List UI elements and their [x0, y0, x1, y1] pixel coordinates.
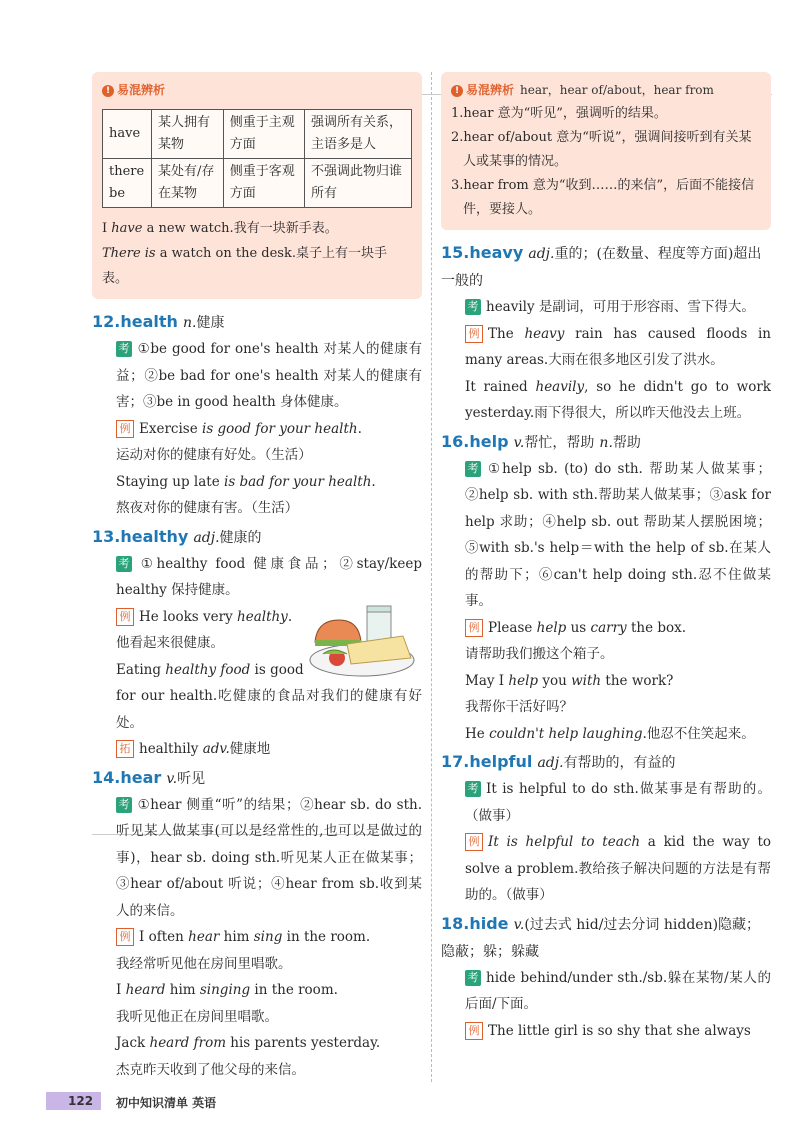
entry-heavy	[441, 240, 771, 427]
table-cell: 某处有/存在某物	[151, 159, 223, 208]
example-sentence: There is a watch on the desk.桌子上有一块手表。	[102, 246, 387, 286]
example-tag-icon: 例	[465, 833, 483, 851]
example-tag-icon: 例	[465, 1022, 483, 1040]
example-sentence: I heard him singing in the room.	[116, 982, 338, 998]
example-sentence: 例 Please help us carry the box.	[465, 615, 771, 642]
extension-tag-icon: 拓	[116, 740, 134, 758]
entry-headword: 18.hide v.(过去式 hid/过去分词 hidden)隐藏；隐蔽；躲；躲藏	[441, 913, 761, 960]
exam-point: 考 ①healthy food 健康食品；②stay/keep healthy 保持健康。	[116, 555, 422, 598]
example-translation: 我帮你干活好吗？	[465, 699, 573, 715]
example-sentence: for our health.吃健康的食品对我们的健康有好处。	[116, 688, 422, 731]
box-line: 2.hear of/about 意为“听说”，强调间接听到有关某人或某事的情况。	[451, 130, 752, 169]
page-number: 122	[46, 1092, 101, 1110]
example-translation: 杰克昨天收到了他父母的来信。	[116, 1061, 305, 1078]
example-sentence: May I help you with the work?	[465, 672, 674, 689]
example-sentence: Eating healthy food is good	[116, 661, 304, 678]
table-cell: 侧重于主观方面	[223, 110, 304, 159]
example-tag-icon: 例	[116, 928, 134, 946]
left-column	[92, 72, 422, 1083]
entry-hear	[92, 765, 422, 1084]
exam-point: 考 ①hear 侧重“听”的结果；②hear sb. do sth.听见某人做某事(可以是经常性的,也可以是做过的事)，hear sb. doing sth.听见某人正在做某事；③hear of/about 听说；④hear from sb.收到某人的来信。	[116, 796, 422, 919]
exam-point: 考 ①help sb. (to) do sth. 帮助某人做某事；②help sb. with sth.帮助某人做某事；③ask for help 求助；④help sb. out 帮助某人摆脱困境；⑤with sb.'s help＝with the help of sb.在某人的帮助下；⑥can't help doing sth.忍不住做某事。	[465, 460, 771, 609]
exam-tag-icon: 考	[465, 781, 481, 797]
column-divider	[431, 72, 432, 1082]
exam-tag-icon: 考	[116, 556, 132, 572]
example-sentence: 例 The little girl is so shy that she always	[465, 1018, 771, 1045]
exam-point: 考 heavily 是副词，可用于形容雨、雪下得大。	[465, 294, 771, 321]
example-tag-icon: 例	[465, 325, 483, 343]
example-sentence: He couldn't help laughing.他忍不住笑起来。	[465, 725, 755, 742]
exam-point: 考 It is helpful to do sth.做某事是有帮助的。（做事）	[465, 781, 771, 824]
example-sentence: 例 The heavy rain has caused floods in many areas.大雨在很多地区引发了洪水。	[465, 325, 771, 368]
box-line: 1.hear 意为“听见”，强调听的结果。	[451, 106, 667, 121]
entry-headword: 17.helpful adj.有帮助的，有益的	[441, 752, 676, 771]
page-footer	[46, 1092, 246, 1112]
table-cell: there be	[103, 159, 152, 208]
exam-tag-icon: 考	[465, 461, 481, 477]
exam-point: 考 hide behind/under sth./sb.躲在某物/某人的后面/下面。	[465, 969, 771, 1012]
entry-headword: 16.help v.帮忙，帮助 n.帮助	[441, 431, 641, 451]
example-sentence: 例 I often hear him sing in the room.	[116, 924, 422, 951]
example-translation: 他看起来很健康。	[116, 635, 224, 651]
entry-hide	[441, 911, 771, 1045]
warning-icon: !	[102, 85, 114, 97]
entry-headword: 13.healthy adj.健康的	[92, 526, 262, 546]
example-sentence: 例 He looks very healthy.	[116, 604, 422, 631]
entry-healthy	[92, 524, 422, 763]
box-header: ! 易混辨析 hear，hear of/about，hear from	[451, 78, 761, 102]
confusion-box-have-there-be	[92, 72, 422, 299]
box-header: ! 易混辨析	[102, 78, 412, 103]
exam-tag-icon: 考	[465, 299, 481, 315]
table-cell: 强调所有关系，主语多是人	[305, 110, 412, 159]
comparison-table	[102, 109, 412, 208]
entry-headword: 14.hear v.听见	[92, 767, 206, 787]
confusion-box-hear	[441, 72, 771, 230]
extension-point: 拓 healthily adv.健康地	[116, 736, 422, 763]
exam-tag-icon: 考	[465, 970, 481, 986]
warning-icon: !	[451, 85, 463, 97]
example-sentence: Staying up late is bad for your health.	[116, 473, 376, 490]
example-sentence: 例 It is helpful to teach a kid the way to solve a problem.教给孩子解决问题的方法是有帮助的。（做事）	[465, 834, 771, 903]
table-cell: have	[103, 110, 152, 159]
example-sentence: I have a new watch.我有一块新手表。	[102, 221, 338, 236]
table-row	[103, 159, 412, 208]
exam-tag-icon: 考	[116, 341, 132, 357]
example-sentence: 例 Exercise is good for your health.	[116, 416, 422, 443]
entry-help	[441, 429, 771, 748]
example-translation: 运动对你的健康有好处。（生活）	[116, 447, 312, 463]
box-line: 3.hear from 意为“收到……的来信”，后面不能接信件，要接人。	[451, 178, 755, 217]
healthy-food-illustration	[307, 602, 422, 680]
example-translation: 请帮助我们搬这个箱子。	[465, 646, 614, 662]
entry-headword: 12.health n.健康	[92, 312, 225, 331]
example-translation: 我经常听见他在房间里唱歌。	[116, 955, 292, 972]
entry-headword: 15.heavy adj.重的；(在数量、程度等方面)超出一般的	[441, 243, 762, 289]
entry-helpful	[441, 749, 771, 909]
table-cell: 某人拥有某物	[151, 110, 223, 159]
right-column	[441, 72, 771, 1044]
exam-point: 考 ①be good for one's health 对某人的健康有益；②be bad for one's health 对某人的健康有害；③be in good health 身体健康。	[116, 341, 422, 410]
exam-tag-icon: 考	[116, 797, 132, 813]
example-translation: 我听见他正在房间里唱歌。	[116, 1008, 278, 1025]
book-title: 初中知识清单 英语	[116, 1096, 217, 1110]
example-sentence: It rained heavily, so he didn't go to work yesterday.雨下得很大，所以昨天他没去上班。	[465, 378, 771, 421]
example-sentence: Jack heard from his parents yesterday.	[116, 1035, 381, 1051]
entry-health	[92, 309, 422, 522]
table-cell: 不强调此物归谁所有	[305, 159, 412, 208]
example-translation: 熬夜对你的健康有害。（生活）	[116, 500, 299, 516]
table-row	[103, 110, 412, 159]
table-cell: 侧重于客观方面	[223, 159, 304, 208]
example-tag-icon: 例	[465, 619, 483, 637]
example-tag-icon: 例	[116, 420, 134, 438]
example-tag-icon: 例	[116, 608, 134, 626]
